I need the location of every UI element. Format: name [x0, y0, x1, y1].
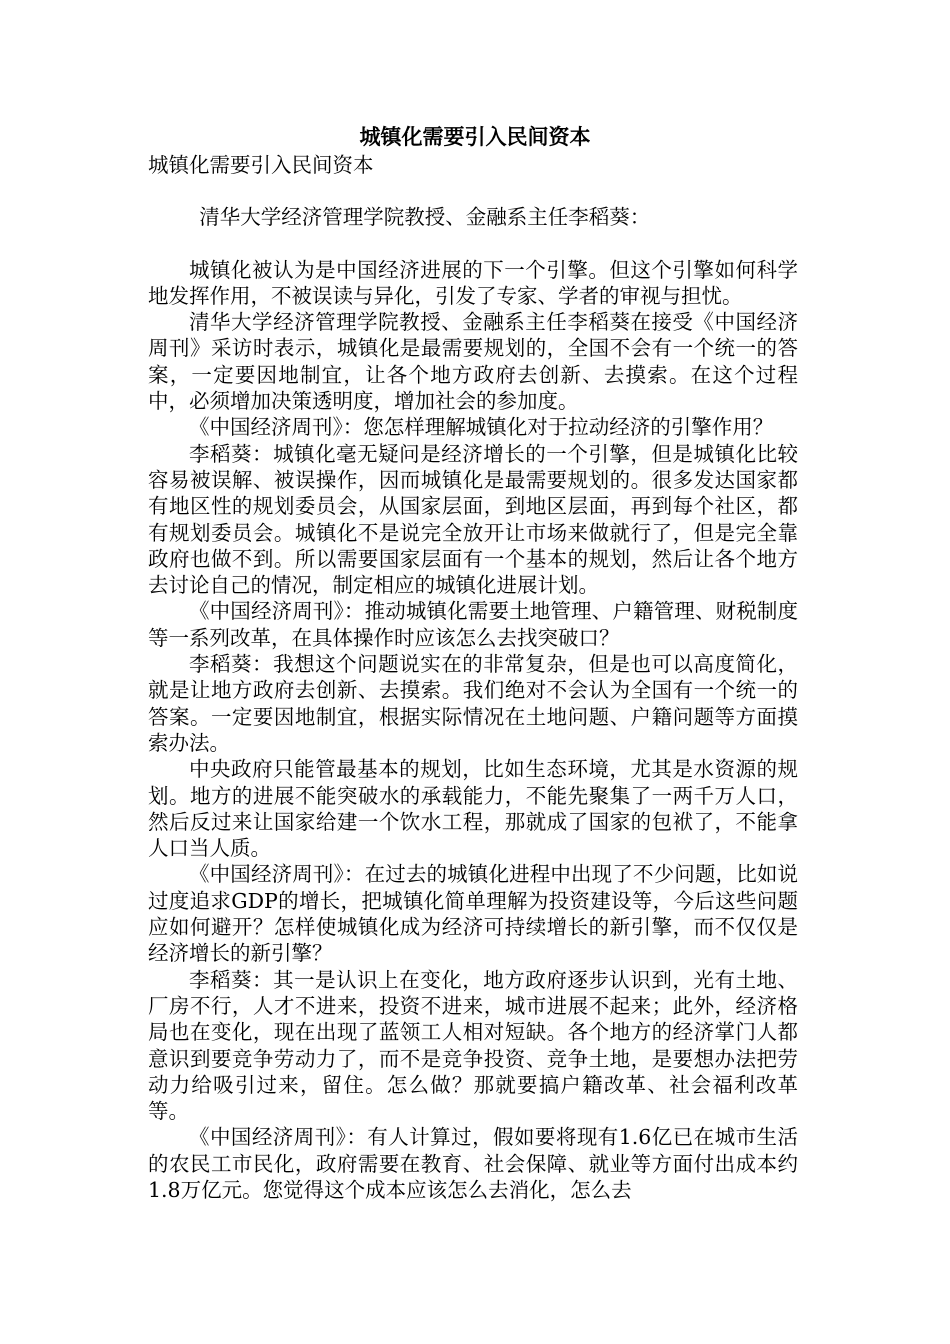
paragraph-9: 李稻葵：其一是认识上在变化，地方政府逐步认识到，光有土地、厂房不行，人才不进来，投资不进来，城市进展不起来；此外，经济格局也在变化，现在出现了蓝领工人相对短缺。各个地方的经济掌门人都意识到要竞争劳动力了，而不是竞争投资、竞争土地，是要想办法把劳动力给吸引过来，留住。怎么做？那就要搞户籍改革、社会福利改革等。: [148, 967, 798, 1124]
byline: 清华大学经济管理学院教授、金融系主任李稻葵：: [199, 205, 651, 230]
document-subtitle: 城镇化需要引入民间资本: [148, 153, 374, 177]
paragraph-6: 李稻葵：我想这个问题说实在的非常复杂，但是也可以高度简化，就是让地方政府去创新、去摸索。我们绝对不会认为全国有一个统一的答案。一定要因地制宜，根据实际情况在土地问题、户籍问题等方面摸索办法。: [148, 652, 798, 755]
paragraph-2: 清华大学经济管理学院教授、金融系主任李稻葵在接受《中国经济周刊》采访时表示，城镇化是最需要规划的，全国不会有一个统一的答案，一定要因地制宜，让各个地方政府去创新、去摸索。在这个过程中，必须增加决策透明度，增加社会的参加度。: [148, 310, 798, 414]
paragraph-8: 《中国经济周刊》：在过去的城镇化进程中出现了不少问题，比如说过度追求GDP的增长，把城镇化简单理解为投资建设等，今后这些问题应如何避开？怎样使城镇化成为经济可持续增长的新引擎，而不仅仅是经济增长的新引擎？: [148, 862, 798, 966]
paragraph-1: 城镇化被认为是中国经济进展的下一个引擎。但这个引擎如何科学地发挥作用，不被误读与异化，引发了专家、学者的审视与担忧。: [148, 257, 798, 308]
document-title: 城镇化需要引入民间资本: [359, 125, 591, 149]
paragraph-4: 李稻葵：城镇化毫无疑问是经济增长的一个引擎，但是城镇化比较容易被误解、被误操作，因而城镇化是最需要规划的。很多发达国家都有地区性的规划委员会，从国家层面，到地区层面，再到每个社区，都有规划委员会。城镇化不是说完全放开让市场来做就行了，但是完全靠政府也做不到。所以需要国家层面有一个基本的规划，然后让各个地方去讨论自己的情况，制定相应的城镇化进展计划。: [148, 441, 798, 598]
paragraph-7: 中央政府只能管最基本的规划，比如生态环境，尤其是水资源的规划。地方的进展不能突破水的承载能力，不能先聚集了一两千万人口，然后反过来让国家给建一个饮水工程，那就成了国家的包袱了，不能拿人口当人质。: [148, 757, 798, 861]
paragraph-3: 《中国经济周刊》：您怎样理解城镇化对于拉动经济的引擎作用？: [189, 415, 774, 440]
paragraph-10: 《中国经济周刊》：有人计算过，假如要将现有1.6亿已在城市生活的农民工市民化，政府需要在教育、社会保障、就业等方面付出成本约1.8万亿元。您觉得这个成本应该怎么去消化，怎么去: [148, 1125, 798, 1202]
document-body: [148, 152, 798, 1203]
paragraph-5: 《中国经济周刊》：推动城镇化需要土地管理、户籍管理、财税制度等一系列改革，在具体操作时应该怎么去找突破口？: [148, 599, 798, 650]
